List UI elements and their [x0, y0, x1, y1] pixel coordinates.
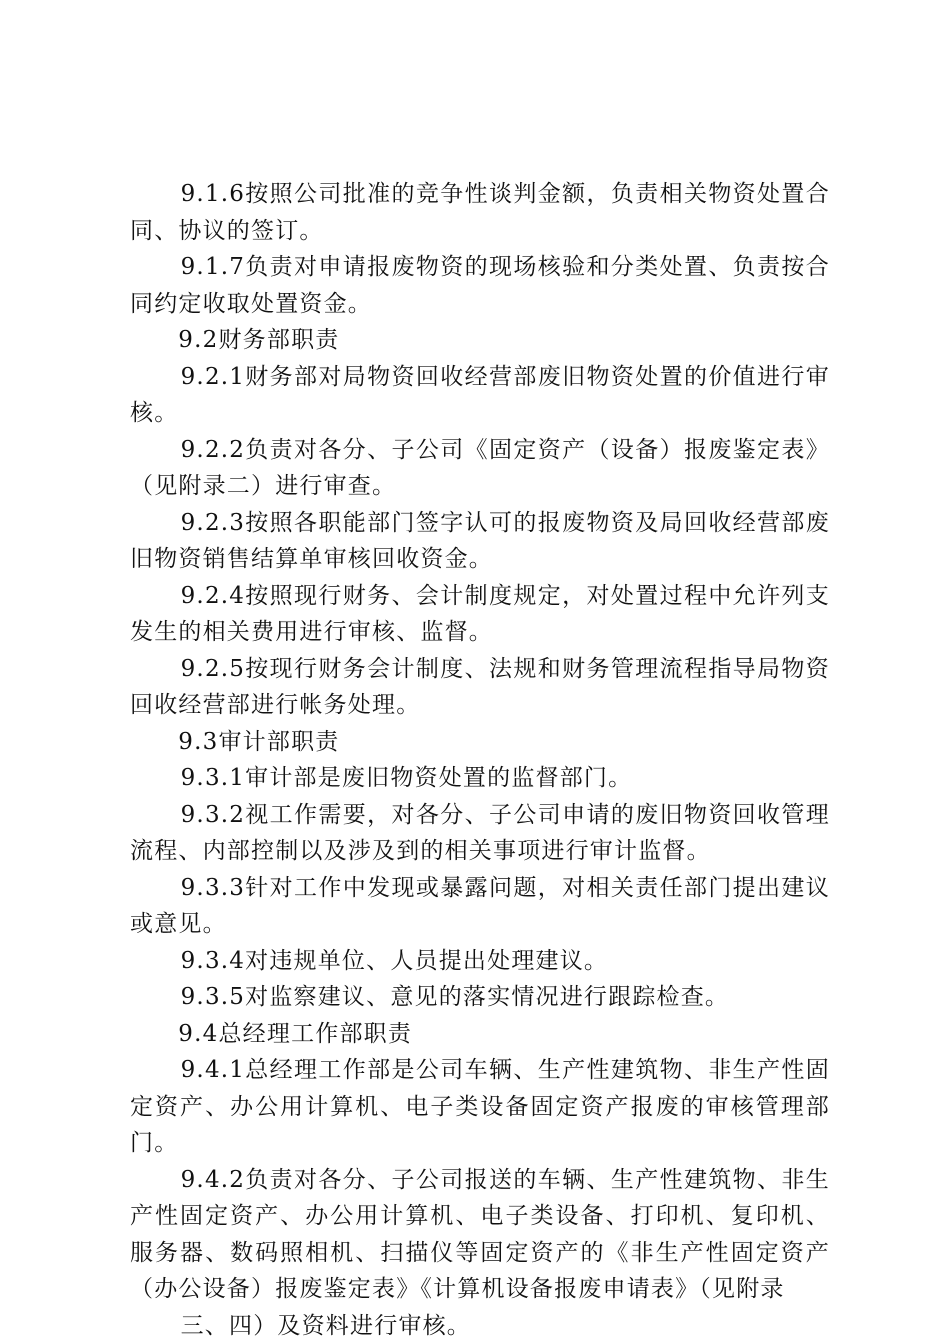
paragraph-9-3-1: 9.3.1审计部是废旧物资处置的监督部门。: [180, 765, 633, 791]
paragraph-9-3-5: 9.3.5对监察建议、意见的落实情况进行跟踪检查。: [180, 984, 730, 1010]
paragraph-9-2-1: 9.2.1财务部对局物资回收经营部废旧物资处置的价值进行审核。: [130, 363, 830, 426]
paragraph-9-2-4: 9.2.4按照现行财务、会计制度规定，对处置过程中允许列支发生的相关费用进行审核、监督。: [130, 582, 830, 645]
paragraph-continuation: 三、四）及资料进行审核。: [180, 1312, 471, 1339]
section-heading-9-4: 9.4总经理工作部职责: [178, 1020, 413, 1047]
paragraph-9-2-2: 9.2.2负责对各分、子公司《固定资产（设备）报废鉴定表》（见附录二）进行审查。: [130, 436, 830, 499]
paragraph-9-1-7: 9.1.7负责对申请报废物资的现场核验和分类处置、负责按合同约定收取处置资金。: [130, 254, 830, 317]
document-body: [130, 176, 830, 1344]
paragraph-9-3-4: 9.3.4对违规单位、人员提出处理建议。: [180, 947, 609, 974]
paragraph-9-3-2: 9.3.2视工作需要，对各分、子公司申请的废旧物资回收管理流程、内部控制以及涉及到的相关事项进行审计监督。: [130, 801, 830, 864]
section-heading-9-3: 9.3审计部职责: [178, 728, 340, 755]
paragraph-9-4-1: 9.4.1总经理工作部是公司车辆、生产性建筑物、非生产性固定资产、办公用计算机、电子类设备固定资产报废的审核管理部门。: [130, 1057, 830, 1156]
paragraph-9-1-6: 9.1.6按照公司批准的竞争性谈判金额，负责相关物资处置合同、协议的签订。: [130, 181, 830, 244]
paragraph-9-4-2: 9.4.2负责对各分、子公司报送的车辆、生产性建筑物、非生产性固定资产、办公用计算机、电子类设备、打印机、复印机、服务器、数码照相机、扫描仪等固定资产的《非生产性固定资产（办公设备）报废鉴定表》《计算机设备报废申请表》（见附录: [130, 1166, 830, 1302]
section-heading-9-2: 9.2财务部职责: [178, 327, 340, 353]
paragraph-9-3-3: 9.3.3针对工作中发现或暴露问题，对相关责任部门提出建议或意见。: [130, 874, 830, 937]
paragraph-9-2-5: 9.2.5按现行财务会计制度、法规和财务管理流程指导局物资回收经营部进行帐务处理。: [130, 655, 830, 718]
paragraph-9-2-3: 9.2.3按照各职能部门签字认可的报废物资及局回收经营部废旧物资销售结算单审核回收资金。: [130, 509, 830, 572]
